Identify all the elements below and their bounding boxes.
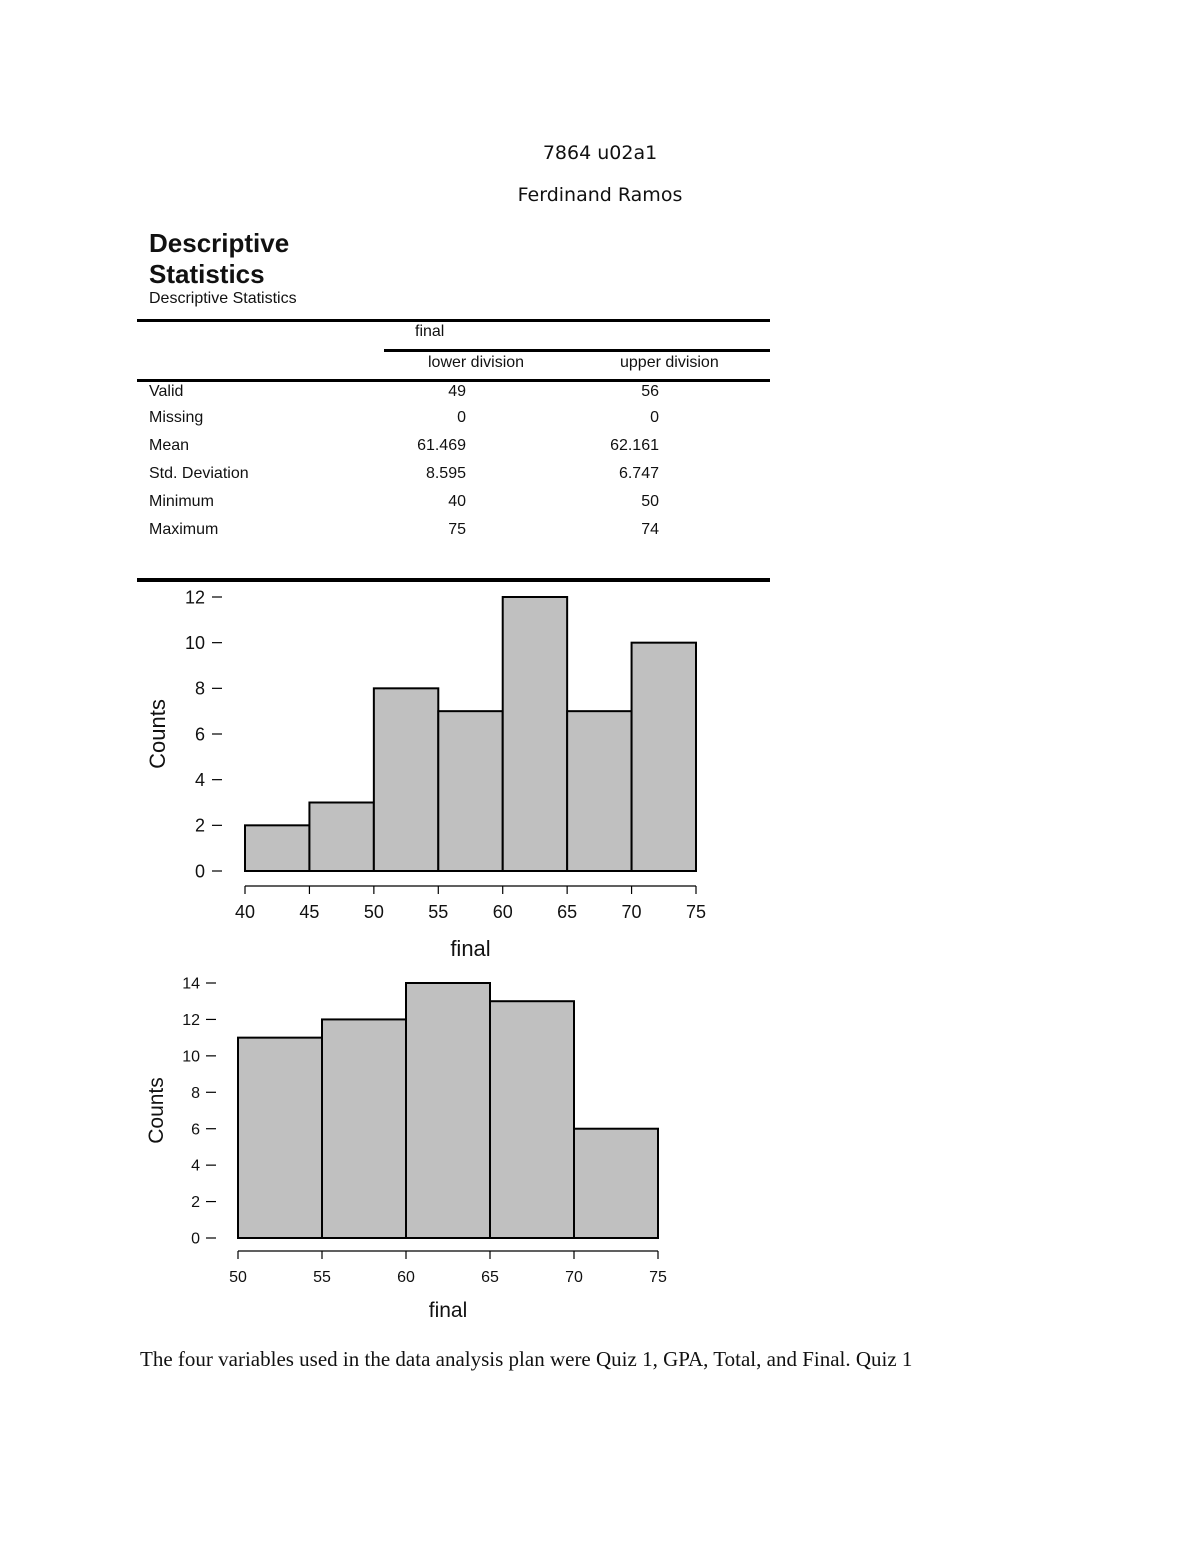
- x-tick-label: 60: [492, 902, 513, 922]
- x-tick-label: 60: [397, 1269, 415, 1286]
- descriptives-title: Descriptive Statistics: [149, 228, 290, 289]
- y-tick-label: 10: [182, 1048, 200, 1066]
- row-value-lower: 61.469: [417, 437, 466, 454]
- x-tick-label: 70: [621, 902, 642, 922]
- x-tick-label: 40: [234, 902, 256, 922]
- row-label: Mean: [149, 437, 190, 454]
- x-tick-label: 50: [363, 902, 384, 922]
- row-value-upper: 50: [641, 493, 659, 510]
- row-value-upper: 0: [650, 409, 659, 426]
- y-tick-label: 8: [194, 678, 205, 699]
- y-tick-label: 0: [194, 861, 205, 882]
- x-axis-label: final: [428, 1299, 468, 1322]
- row-label: Minimum: [149, 493, 214, 510]
- x-tick-label: 45: [299, 902, 320, 922]
- row-value-upper: 56: [641, 383, 659, 400]
- document-code: 7864 u02a1: [542, 142, 658, 164]
- x-tick-label: 65: [557, 902, 578, 922]
- histogram-bar: [406, 983, 490, 1238]
- histogram-bar: [490, 1001, 574, 1238]
- row-value-lower: 8.595: [425, 465, 466, 482]
- row-value-lower: 49: [448, 383, 466, 400]
- y-tick-label: 8: [191, 1084, 200, 1102]
- y-tick-label: 12: [182, 1012, 200, 1030]
- y-tick-label: 4: [194, 769, 205, 790]
- y-tick-label: 14: [182, 975, 200, 993]
- body-paragraph: The four variables used in the data analysis plan were Quiz 1, GPA, Total, and Final. Quiz 1: [140, 1347, 913, 1371]
- x-tick-label: 75: [685, 902, 707, 922]
- y-axis-label: Counts: [145, 699, 170, 769]
- row-value-upper: 62.161: [610, 437, 659, 454]
- x-tick-label: 70: [565, 1269, 583, 1286]
- x-tick-label: 50: [229, 1269, 247, 1286]
- row-value-lower: 75: [448, 521, 466, 538]
- x-axis-label: final: [450, 936, 491, 961]
- x-tick-label: 55: [313, 1269, 331, 1286]
- row-value-upper: 74: [641, 521, 659, 538]
- y-tick-label: 4: [191, 1157, 200, 1175]
- y-tick-label: 6: [191, 1121, 200, 1139]
- descriptives-subtitle: Descriptive Statistics: [149, 290, 297, 307]
- row-label: Maximum: [149, 521, 219, 538]
- row-label: Valid: [149, 383, 184, 400]
- y-tick-label: 12: [184, 587, 205, 608]
- y-tick-label: 10: [184, 632, 205, 653]
- row-label: Std. Deviation: [149, 465, 249, 482]
- y-tick-label: 6: [194, 724, 205, 745]
- y-axis-label: Counts: [145, 1077, 168, 1144]
- document-author: Ferdinand Ramos: [517, 184, 683, 206]
- row-label: Missing: [149, 409, 204, 426]
- variable-header: final: [415, 323, 445, 340]
- group-header-upper: upper division: [620, 354, 719, 371]
- x-tick-label: 65: [481, 1269, 499, 1286]
- x-tick-label: 75: [649, 1269, 667, 1286]
- histogram-bar: [574, 1129, 658, 1238]
- row-value-upper: 6.747: [618, 465, 659, 482]
- row-value-lower: 40: [448, 493, 466, 510]
- histogram-bar: [238, 1038, 322, 1238]
- histogram-bar: [322, 1019, 406, 1238]
- y-tick-label: 2: [191, 1194, 200, 1212]
- x-tick-label: 55: [428, 902, 449, 922]
- y-tick-label: 2: [194, 815, 205, 836]
- y-tick-label: 0: [191, 1230, 200, 1248]
- group-header-lower: lower division: [428, 354, 525, 371]
- row-value-lower: 0: [457, 409, 466, 426]
